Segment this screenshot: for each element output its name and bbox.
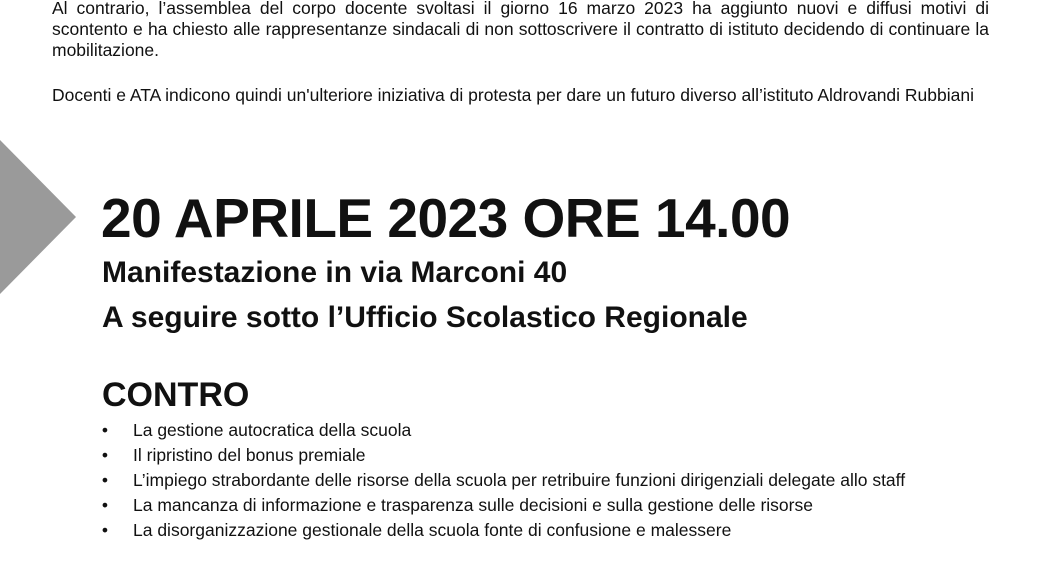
list-item bbox=[100, 493, 940, 518]
list-item-text: La disorganizzazione gestionale della scuola fonte di confusione e malessere bbox=[133, 520, 732, 540]
list-item bbox=[100, 418, 940, 443]
intro-paragraph: Al contrario, l’assemblea del corpo docente svoltasi il giorno 16 marzo 2023 ha aggiunto nuovi e diffusi motivi di scontento e ha chiesto alle rappresentanze sindacali di non sottoscrivere il contratto di istituto decidendo di continuare la mobilitazione. bbox=[52, 0, 989, 60]
list-item-text: L’impiego strabordante delle risorse della scuola per retribuire funzioni dirigenziali delegate allo staff bbox=[133, 470, 906, 490]
bullet-icon: • bbox=[101, 470, 109, 490]
contro-heading: CONTRO bbox=[102, 376, 250, 414]
event-date-headline: 20 APRILE 2023 ORE 14.00 bbox=[101, 187, 791, 249]
event-followup-line: A seguire sotto l’Ufficio Scolastico Regionale bbox=[102, 301, 748, 334]
arrow-decoration-icon bbox=[0, 140, 76, 294]
list-item-text: La gestione autocratica della scuola bbox=[133, 420, 412, 440]
list-item bbox=[100, 443, 940, 468]
list-item bbox=[100, 518, 940, 543]
bullet-icon: • bbox=[101, 445, 109, 465]
protest-paragraph: Docenti e ATA indicono quindi un'ulteriore iniziativa di protesta per dare un futuro diverso all’istituto Aldrovandi Rubbiani bbox=[52, 85, 974, 105]
list-item bbox=[100, 468, 940, 493]
bullet-icon: • bbox=[101, 520, 109, 540]
list-item-text: La mancanza di informazione e trasparenza sulle decisioni e sulla gestione delle risorse bbox=[133, 495, 813, 515]
bullet-icon: • bbox=[101, 495, 109, 515]
contro-list bbox=[100, 418, 940, 543]
list-item-text: Il ripristino del bonus premiale bbox=[133, 445, 366, 465]
bullet-icon: • bbox=[101, 420, 109, 440]
event-location-line: Manifestazione in via Marconi 40 bbox=[102, 256, 568, 289]
